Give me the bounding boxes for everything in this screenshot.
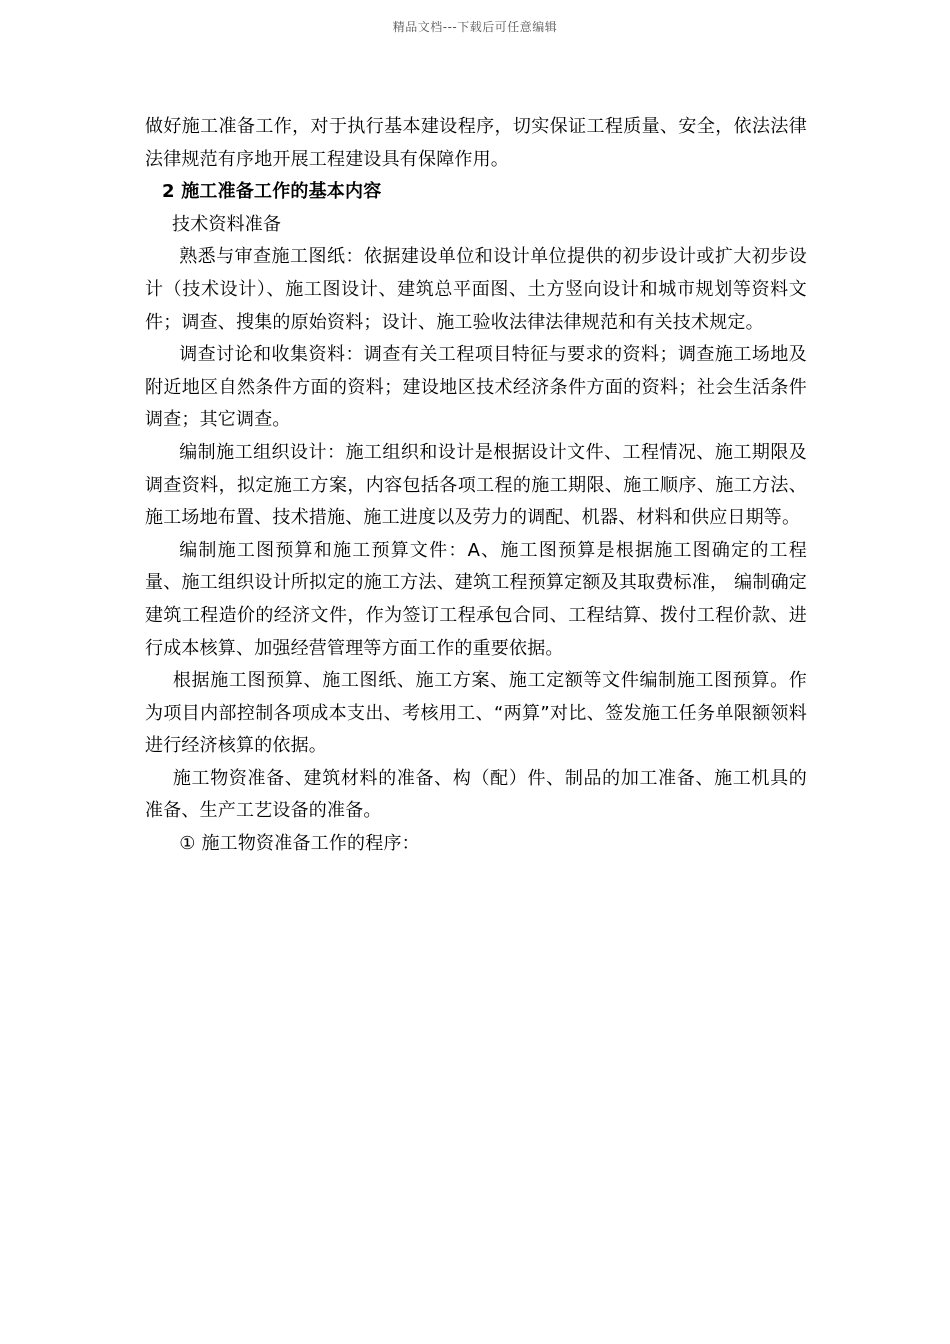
paragraph-procedure: ① 施工物资准备工作的程序： — [179, 833, 420, 855]
subsection-title: 技术资料准备 — [172, 213, 282, 235]
page-header: 精品文档---下载后可任意编辑 — [392, 20, 558, 34]
paragraph-budget-basis: 根据施工图预算、施工图纸、施工方案、施工定额等文件编制施工图预算。作为项目内部控制各项成本支出、考核用工、“两算”对比、签发施工任务单限额领料进行经济核算的依据。 — [145, 670, 807, 757]
paragraph-survey: 调查讨论和收集资料：调查有关工程项目特征与要求的资料；调查施工场地及附近地区自然条件方面的资料；建设地区技术经济条件方面的资料；社会生活条件调查；其它调查。 — [145, 344, 807, 431]
paragraph-budget: 编制施工图预算和施工预算文件：A、施工图预算是根据施工图确定的工程量、施工组织设计所拟定的施工方法、建筑工程预算定额及其取费标准， 编制确定建筑工程造价的经济文件，作为签订工程承包合同、工程结算、拨付工程价款、进行成本核算、加强经营管理等方面工作的重要依据。 — [145, 539, 807, 659]
paragraph-intro: 做好施工准备工作，对于执行基本建设程序，切实保证工程质量、安全，依法法律法律规范有序地开展工程建设具有保障作用。 — [145, 116, 807, 170]
paragraph-materials: 施工物资准备、建筑材料的准备、构（配）件、制品的加工准备、施工机具的准备、生产工艺设备的准备。 — [145, 767, 807, 822]
section-heading: 2 施工准备工作的基本内容 — [162, 181, 382, 203]
document-body — [145, 111, 807, 861]
paragraph-organization: 编制施工组织设计：施工组织和设计是根据设计文件、工程情况、施工期限及调查资料，拟定施工方案，内容包括各项工程的施工期限、施工顺序、施工方法、施工场地布置、技术措施、施工进度以及劳力的调配、机器、材料和供应日期等。 — [145, 441, 807, 529]
paragraph-drawings: 熟悉与审查施工图纸：依据建设单位和设计单位提供的初步设计或扩大初步设计（技术设计）、施工图设计、建筑总平面图、土方竖向设计和城市规划等资料文件；调查、搜集的原始资料；设计、施工验收法律法律规范和有关技术规定。 — [145, 246, 807, 333]
